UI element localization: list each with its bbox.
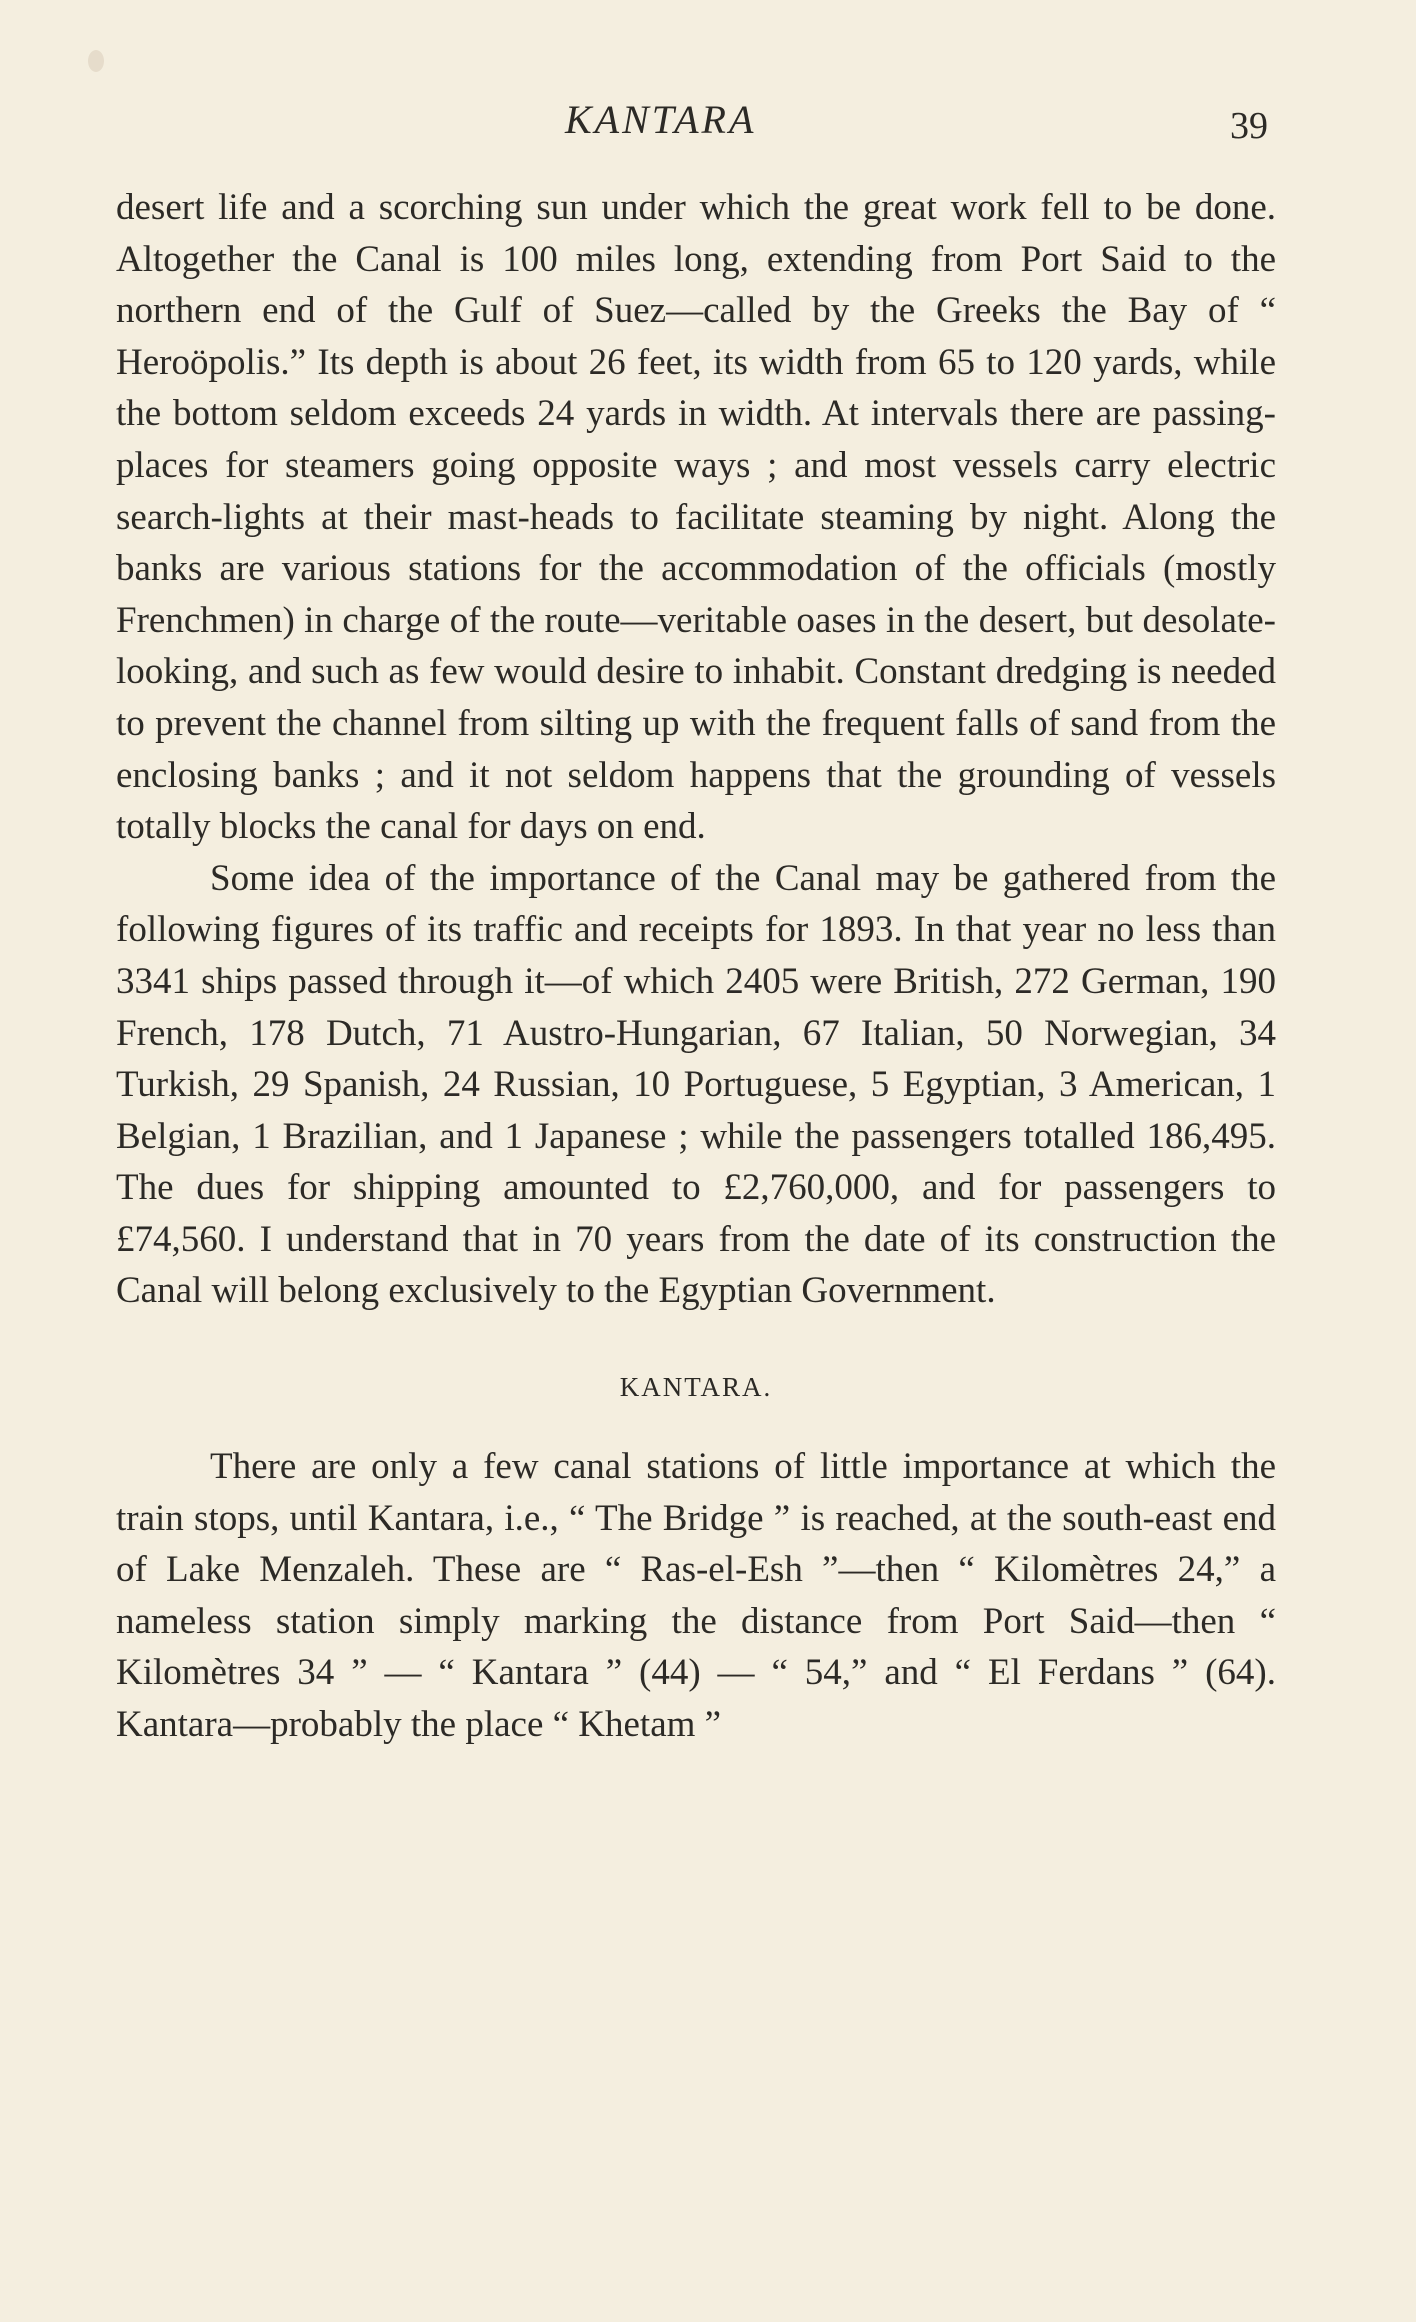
page-number: 39: [1230, 105, 1268, 147]
section-heading: KANTARA.: [619, 1372, 773, 1403]
running-title: KANTARA: [565, 97, 757, 142]
paper-blemish: [88, 50, 104, 72]
text-block: [116, 182, 1276, 1751]
paragraph-kantara: There are only a few canal stations of little importance at which the train stops, until Kantara, i.e., “ The Bridge ” is reached, at the south-east end of Lake Menzaleh. These are “ Ras-el-Esh ”—then “ Kilomètres 24,” a nameless station simply marking the distance from Port Said—then “ Kilomètres 34 ” — “ Kantara ” (44) — “ 54,” and “ El Ferdans ” (64). Kantara—probably the place “ Khetam ”: [116, 1446, 1276, 1746]
paragraph-canal-traffic: Some idea of the importance of the Canal may be gathered from the following figures of its traffic and receipts for 1893. In that year no less than 3341 ships passed through it—of which 2405 were British, 272 German, 190 French, 178 Dutch, 71 Austro-Hungarian, 67 Italian, 50 Norwegian, 34 Turkish, 29 Spanish, 24 Russian, 10 Portuguese, 5 Egyptian, 3 American, 1 Belgian, 1 Brazilian, and 1 Japanese ; while the passengers totalled 186,495. The dues for shipping amounted to £2,760,000, and for passengers to £74,560. I understand that in 70 years from the date of its construction the Canal will belong exclusively to the Egyptian Government.: [116, 857, 1276, 1312]
running-head: [0, 90, 1416, 150]
paragraph-canal-description: desert life and a scorching sun under which the great work fell to be done. Altogether the Canal is 100 miles long, extending from Port Said to the northern end of the Gulf of Suez—called by the Greeks the Bay of “ Heroöpolis.” Its depth is about 26 feet, its width from 65 to 120 yards, while the bottom seldom exceeds 24 yards in width. At intervals there are passing-places for steamers going opposite ways ; and most vessels carry electric search-lights at their mast-heads to facilitate steaming by night. Along the banks are various stations for the accommodation of the officials (mostly Frenchmen) in charge of the route—veritable oases in the desert, but desolate-looking, and such as few would desire to inhabit. Constant dredging is needed to prevent the channel from silting up with the frequent falls of sand from the enclosing banks ; and it not seldom happens that the grounding of vessels totally blocks the canal for days on end.: [116, 187, 1276, 848]
